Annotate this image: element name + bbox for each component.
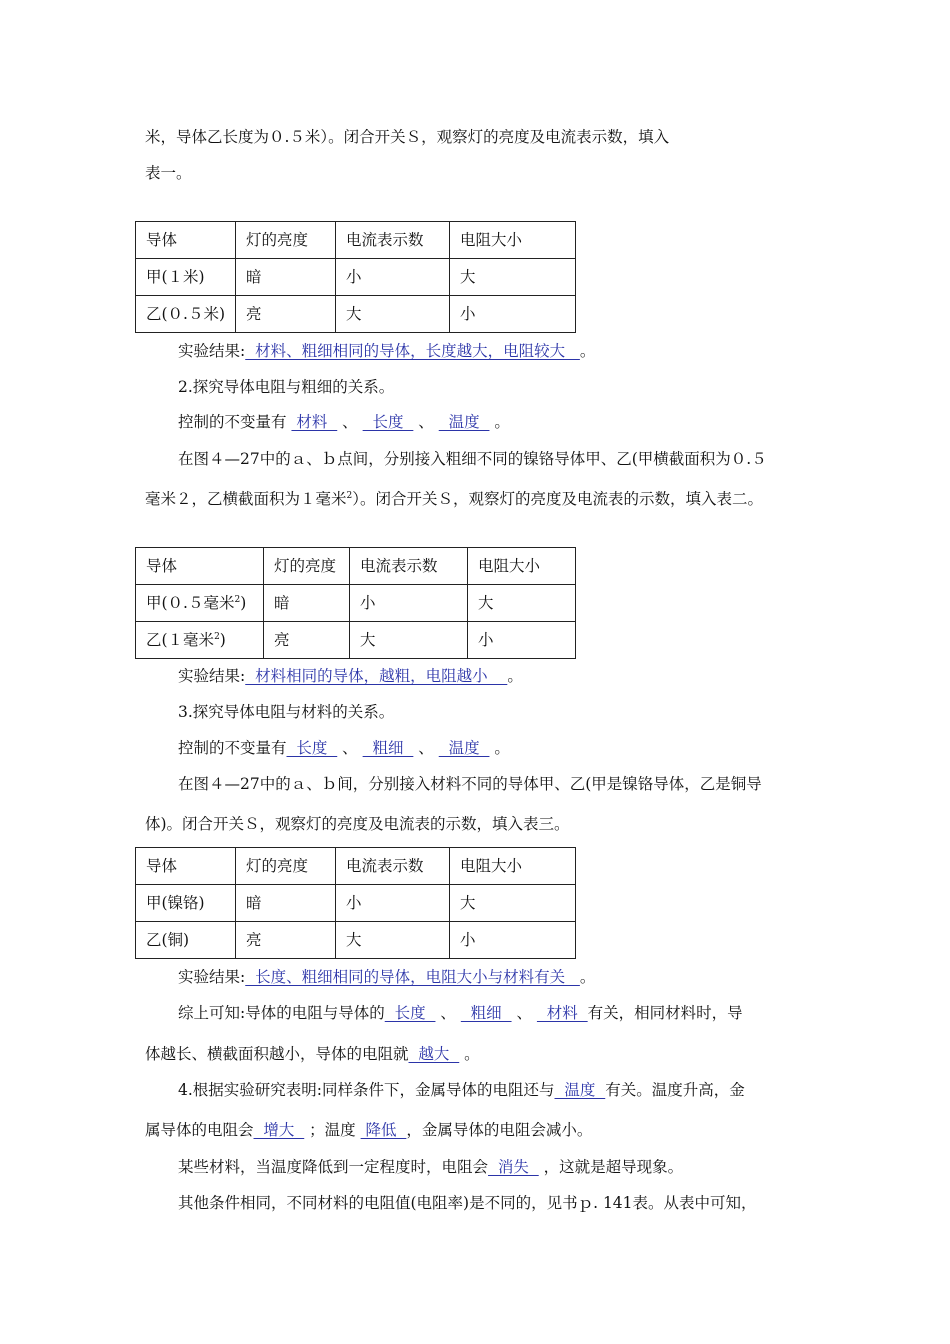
header-cell: 导体 xyxy=(136,222,236,259)
separator: 、 xyxy=(435,1004,456,1022)
superscript: 2 xyxy=(214,632,220,642)
summary-line xyxy=(145,1044,480,1064)
table-row xyxy=(136,622,576,659)
result-line xyxy=(178,967,595,987)
table-row xyxy=(136,922,576,959)
table-cell: 乙(０.５米) xyxy=(136,296,236,333)
table-3 xyxy=(135,847,576,959)
result-line xyxy=(178,666,523,686)
table-row xyxy=(136,259,576,296)
superscript: 2 xyxy=(234,595,241,605)
table-cell: 小 xyxy=(336,259,450,296)
controls-label: 控制的不变量有 xyxy=(178,739,287,757)
controls-line xyxy=(178,738,510,758)
table-1 xyxy=(135,221,576,333)
controls-label: 控制的不变量有 xyxy=(178,413,287,431)
table-cell: 暗 xyxy=(236,259,336,296)
answer-blank: 粗细 xyxy=(362,739,414,757)
answer-blank: 降低 xyxy=(360,1121,407,1139)
answer-blank: 长度 xyxy=(384,1004,436,1022)
text: 某些材料，当温度降低到一定程度时，电阻会 xyxy=(178,1158,489,1176)
header-cell: 灯的亮度 xyxy=(264,548,350,585)
table-header-row xyxy=(136,222,576,259)
header-cell: 灯的亮度 xyxy=(236,222,336,259)
table-row xyxy=(136,585,576,622)
header-cell: 灯的亮度 xyxy=(236,848,336,885)
table-cell: 暗 xyxy=(264,585,350,622)
table-row xyxy=(136,885,576,922)
text: 体越长、横截面积越小，导体的电阻就 xyxy=(145,1045,409,1063)
paragraph-line: 在图４—27中的ａ、ｂ间，分别接入材料不同的导体甲、乙(甲是镍铬导体，乙是铜导 xyxy=(178,775,762,793)
answer-blank: 温度 xyxy=(438,413,490,431)
punctuation: 。 xyxy=(579,968,596,986)
text: 有关，相同材料时，导 xyxy=(587,1004,743,1022)
text: 有关。温度升高，金 xyxy=(605,1081,745,1099)
cell-text: ) xyxy=(240,594,247,612)
separator: 、 xyxy=(342,413,358,431)
answer-blank: 长度、粗细相同的导体，电阻大小与材料有关 xyxy=(245,968,580,986)
cell-text: 甲(０.５毫米 xyxy=(146,594,235,612)
result-line xyxy=(178,341,595,361)
punctuation: 。 xyxy=(494,739,510,757)
table-cell: 小 xyxy=(468,622,576,659)
answer-blank: 温度 xyxy=(554,1081,606,1099)
text: 4.根据实验研究表明:同样条件下，金属导体的电阻还与 xyxy=(178,1081,555,1099)
table-cell: 大 xyxy=(450,885,576,922)
answer-blank: 材料、粗细相同的导体，长度越大，电阻较大 xyxy=(245,342,580,360)
punctuation: 。 xyxy=(507,667,523,685)
separator: 、 xyxy=(418,413,434,431)
table-cell: 大 xyxy=(468,585,576,622)
section-title: 2.探究导体电阻与粗细的关系。 xyxy=(178,378,395,396)
header-cell: 导体 xyxy=(136,848,236,885)
header-cell: 电阻大小 xyxy=(450,222,576,259)
table-cell: 大 xyxy=(350,622,468,659)
text: 属导体的电阻会 xyxy=(145,1121,254,1139)
table-header-row xyxy=(136,548,576,585)
table-row xyxy=(136,296,576,333)
result-label: 实验结果: xyxy=(178,342,246,360)
separator: 、 xyxy=(418,739,434,757)
table-cell: 大 xyxy=(336,922,450,959)
superscript: 2 xyxy=(346,491,353,501)
punctuation: 。 xyxy=(579,342,596,360)
text: ，金属导体的电阻会减小。 xyxy=(406,1121,593,1139)
table-cell: 亮 xyxy=(236,296,336,333)
text: ）。闭合开关Ｓ，观察灯的亮度及电流表的示数，填入表二。 xyxy=(352,490,764,508)
table-cell: 暗 xyxy=(236,885,336,922)
table-cell: 甲(１米) xyxy=(136,259,236,296)
paragraph-line xyxy=(178,1080,745,1100)
answer-blank: 材料相同的导体，越粗，电阻越小 xyxy=(245,667,508,685)
table-cell: 亮 xyxy=(236,922,336,959)
controls-line xyxy=(178,412,510,432)
paragraph-line xyxy=(145,489,763,509)
answer-blank: 长度 xyxy=(286,739,338,757)
answer-blank: 材料 xyxy=(291,413,338,431)
cell-text: 乙(１毫米 xyxy=(146,631,215,649)
result-label: 实验结果: xyxy=(178,667,246,685)
table-cell: 小 xyxy=(350,585,468,622)
header-cell: 电流表示数 xyxy=(350,548,468,585)
table-cell: 小 xyxy=(450,296,576,333)
table-cell: 大 xyxy=(450,259,576,296)
answer-blank: 长度 xyxy=(362,413,414,431)
table-2 xyxy=(135,547,576,659)
paragraph-line xyxy=(145,1120,592,1140)
paragraph-line: 在图４—27中的ａ、ｂ点间，分别接入粗细不同的镍铬导体甲、乙(甲横截面积为０.５ xyxy=(178,450,767,468)
table-cell xyxy=(136,585,264,622)
answer-blank: 温度 xyxy=(438,739,490,757)
text: ，这就是超导现象。 xyxy=(543,1158,684,1176)
header-cell: 电阻大小 xyxy=(468,548,576,585)
table-cell: 小 xyxy=(336,885,450,922)
text: 综上可知:导体的电阻与导体的 xyxy=(178,1004,385,1022)
paragraph-line: 米，导体乙长度为０.５米）。闭合开关Ｓ，观察灯的亮度及电流表示数，填入 xyxy=(145,128,670,146)
paragraph-line: 表一。 xyxy=(145,164,192,182)
paragraph-line xyxy=(178,1157,683,1177)
header-cell: 电阻大小 xyxy=(450,848,576,885)
header-cell: 电流表示数 xyxy=(336,222,450,259)
table-cell: 甲(镍铬) xyxy=(136,885,236,922)
table-cell: 小 xyxy=(450,922,576,959)
header-cell: 电流表示数 xyxy=(336,848,450,885)
paragraph-line: 其他条件相同，不同材料的电阻值(电阻率)是不同的，见书ｐ. 141表。从表中可知， xyxy=(178,1194,757,1212)
header-cell: 导体 xyxy=(136,548,264,585)
summary-line xyxy=(178,1003,743,1023)
separator: 、 xyxy=(511,1004,532,1022)
text: ；温度 xyxy=(309,1121,361,1139)
section-title: 3.探究导体电阻与材料的关系。 xyxy=(178,703,395,721)
paragraph-line: 体)。闭合开关Ｓ，观察灯的亮度及电流表的示数，填入表三。 xyxy=(145,815,570,833)
punctuation: 。 xyxy=(459,1045,480,1063)
table-cell: 大 xyxy=(336,296,450,333)
answer-blank: 粗细 xyxy=(460,1004,512,1022)
separator: 、 xyxy=(342,739,358,757)
answer-blank: 消失 xyxy=(488,1158,539,1176)
table-cell: 乙(铜) xyxy=(136,922,236,959)
cell-text: ) xyxy=(219,631,226,649)
result-label: 实验结果: xyxy=(178,968,246,986)
table-cell xyxy=(136,622,264,659)
text: 毫米２，乙横截面积为１毫米 xyxy=(145,490,347,508)
table-header-row xyxy=(136,848,576,885)
answer-blank: 越大 xyxy=(408,1045,460,1063)
answer-blank: 增大 xyxy=(253,1121,305,1139)
punctuation: 。 xyxy=(494,413,510,431)
table-cell: 亮 xyxy=(264,622,350,659)
answer-blank: 材料 xyxy=(536,1004,588,1022)
